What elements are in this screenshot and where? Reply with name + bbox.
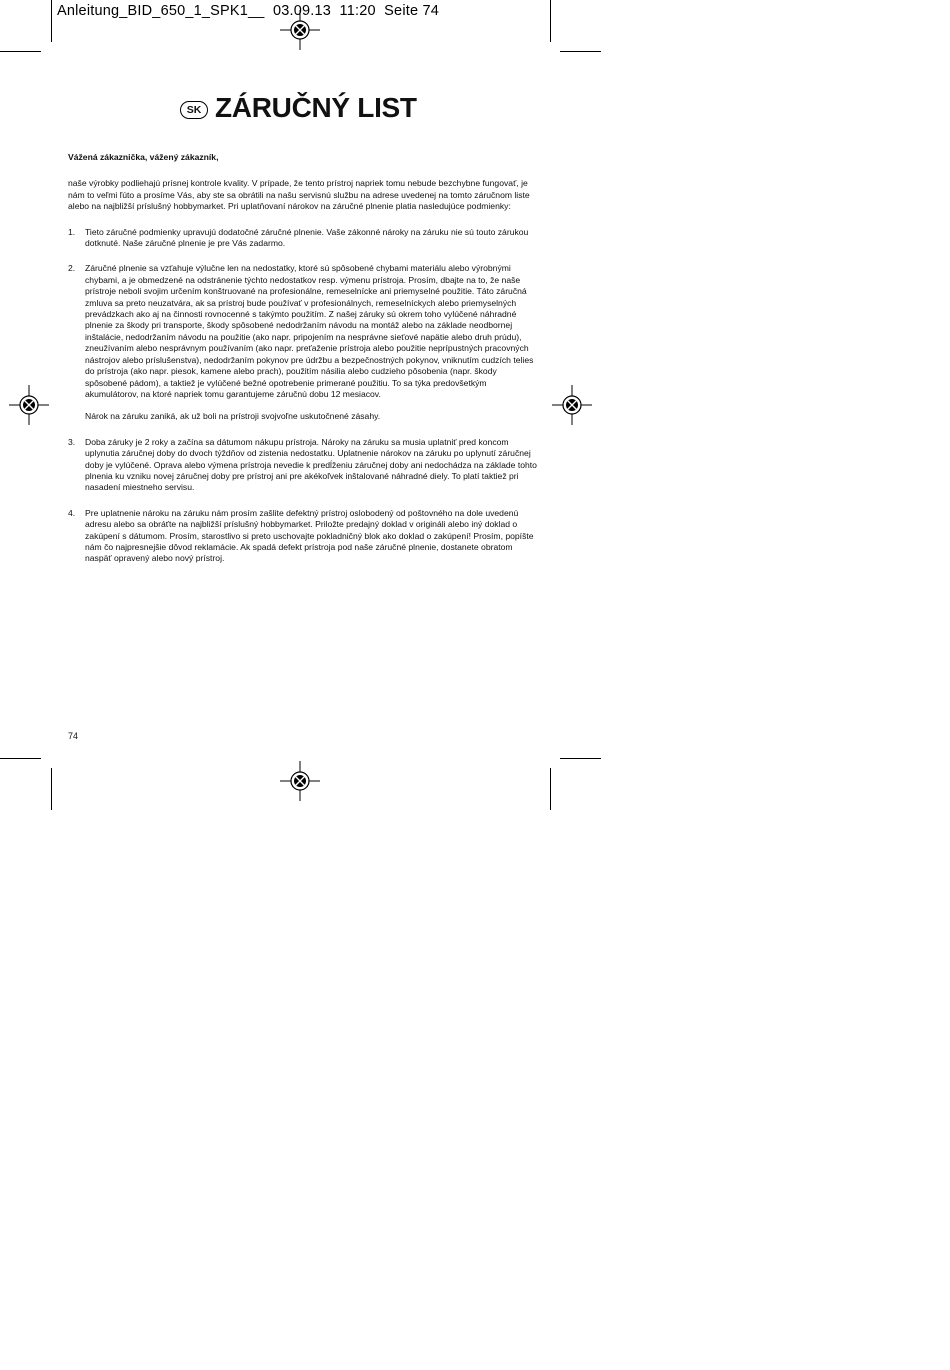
salutation: Vážená zákaznička, vážený zákazník, (68, 152, 219, 162)
list-item (68, 437, 538, 494)
list-item-paragraph: Doba záruky je 2 roky a začína sa dátumom nákupu prístroja. Nároky na záruku sa musia uplatniť pred koncom uplynutia záručnej doby do dvoch týždňov od zistenia nedostatku. Uplatnenie nárokov na záruku po uplynutí záručnej doby je vylúčené. Oprava alebo výmena prístroja nevedie k predĺženiu záručnej doby ani nedochádza na základe tohto plnenia ku vzniku novej záručnej doby pre prístroj ani pre akékoľvek inštalované náhradné diely. To platí taktiež pri nasadení miestneho servisu. (85, 436, 537, 493)
list-item-number: 4. (68, 507, 76, 518)
page-title (180, 88, 417, 128)
print-slug: Anleitung_BID_650_1_SPK1__ 03.09.13 11:20 Seite 74 (57, 3, 439, 19)
registration-mark-icon (552, 385, 592, 425)
list-item (68, 508, 538, 565)
list-item-number: 2. (68, 263, 76, 274)
registration-mark-icon (280, 761, 320, 801)
list-item-paragraph: Tieto záručné podmienky upravujú dodatočné záručné plnenie. Vaše zákonné nároky na záruku nie sú touto zárukou dotknuté. Naše záručné plnenie je pre Vás zadarmo. (85, 226, 529, 249)
crop-mark-top-right-horizontal (560, 51, 601, 52)
crop-mark-top-right-vertical (550, 0, 551, 42)
warranty-text (68, 152, 538, 576)
language-badge: SK (180, 101, 208, 119)
page-title-text: ZÁRUČNÝ LIST (215, 92, 417, 123)
list-item (68, 263, 538, 422)
crop-mark-top-left-horizontal (0, 51, 41, 52)
crop-mark-bottom-left-vertical (51, 768, 52, 810)
list-item-paragraph: Záručné plnenie sa vzťahuje výlučne len na nedostatky, ktoré sú spôsobené chybami materiálu alebo výrobnými chybami, a je obmedzené na odstránenie týchto nedostatkov resp. výmenu prístroja. Prosím, dbajte na to, že naše prístroje neboli svojim určením konštruované na profesionálne, remeselnícke ani priemyselné použitie. Táto záručná zmluva sa preto neuzatvára, ak sa prístroj bude používať v profesionálnych, remeselníckych alebo priemyselných prevádzkach ako aj na činnosti rovnocenné s takýmto použitím. Z našej záruky sú okrem toho vylúčené náhradné plnenie za škody pri transporte, škody spôsobené nedodržaním návodu na montáž alebo na základe neodbornej inštalácie, nedodržaním návodu na použitie (ako napr. pripojením na nesprávne sieťové napätie alebo druh prúdu), zneužívaním alebo nesprávnym používaním (ako napr. preťaženie prístroja alebo použitie neprípustných pracovných nástrojov alebo príslušenstva), nedodržaním pokynov pre údržbu a bezpečnostných pokynov, vniknutím cudzích telies do prístroja (ako napr. piesok, kamene alebo prach), použitím násilia alebo cudzieho pôsobenia (napr. škody spôsobené pádom), a taktiež je vylúčené bežné opotrebenie primerané použitiu. To sa týka predovšetkým akumulátorov, na ktoré napriek tomu garantujeme záručnú dobu 12 mesiacov. (85, 263, 534, 399)
page-number: 74 (68, 731, 79, 741)
list-item-number: 3. (68, 436, 76, 447)
intro-paragraph: naše výrobky podliehajú prísnej kontrole kvality. V prípade, že tento prístroj napriek tomu nebude bezchybne fungovať, je nám to veľmi ľúto a prosíme Vás, aby ste sa obrátili na našu servisnú službu na adrese uvedenej na tomto záručnom liste alebo na najbližší príslušný hobbymarket. Pri uplatňovaní nárokov na záručné plnenie platia nasledujúce podmienky: (68, 178, 530, 212)
list-item (68, 227, 538, 250)
registration-mark-icon (280, 10, 320, 50)
list-item-paragraph: Nárok na záruku zaniká, ak už boli na prístroji svojvoľne uskutočnené zásahy. (85, 411, 381, 422)
list-item-number: 1. (68, 226, 76, 237)
crop-mark-top-left-vertical (51, 0, 52, 42)
list-item-paragraph: Pre uplatnenie nároku na záruku nám prosím zašlite defektný prístroj oslobodený od poštovného na dole uvedenú adresu alebo sa obráťte na najbližší príslušný hobbymarket. Priložte predajný doklad v origináli alebo iný doklad o zakúpení s dátumom. Prosím, starostlivo si preto uschovajte pokladničný blok ako doklad o zakúpení! Prosím, popíšte nám čo najpresnejšie dôvod reklamácie. Ak spadá defekt prístroja pod naše záručné plnenie, dostanete obratom naspäť opravený alebo nový prístroj. (85, 507, 534, 564)
registration-mark-icon (9, 385, 49, 425)
crop-mark-bottom-left-horizontal (0, 758, 41, 759)
crop-mark-bottom-right-vertical (550, 768, 551, 810)
crop-mark-bottom-right-horizontal (560, 758, 601, 759)
